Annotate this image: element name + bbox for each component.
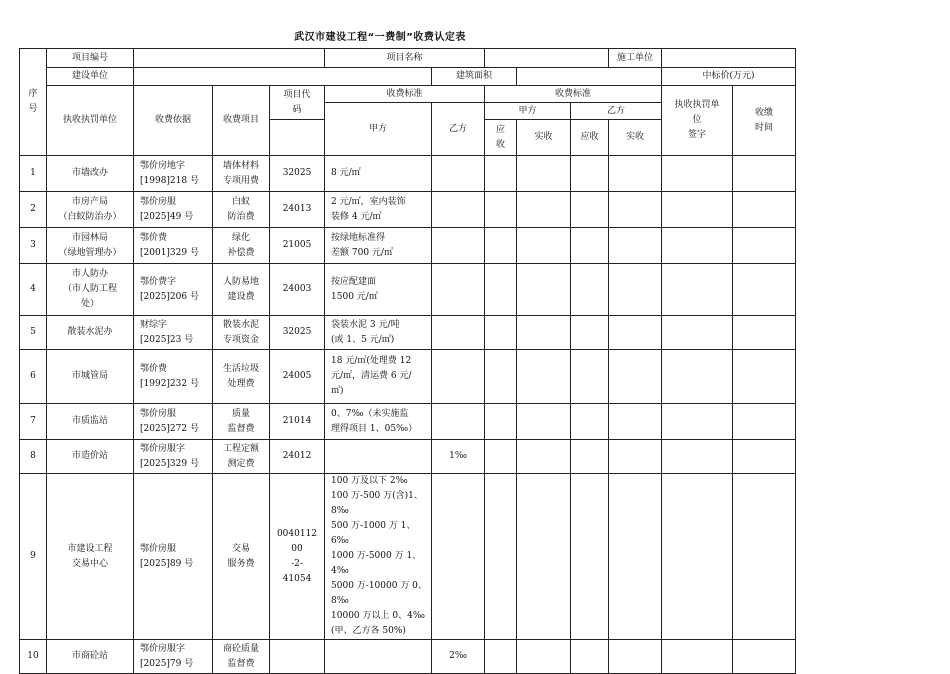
row-code: 32025 xyxy=(270,156,325,192)
row-party-b-actual-cell[interactable] xyxy=(609,228,662,264)
row-number: 5 xyxy=(20,316,47,350)
project-name-value[interactable] xyxy=(485,49,609,68)
row-standard-party-b xyxy=(432,156,485,192)
row-standard-party-a: 2 元/㎡，室内装饰 装修 4 元/㎡ xyxy=(325,192,432,228)
row-agency: 散装水泥办 xyxy=(47,316,134,350)
row-item: 工程定额 测定费 xyxy=(213,440,270,474)
row-agency: 市商砼站 xyxy=(47,640,134,674)
row-standard-party-a: 18 元/㎡(处理费 12 元/㎡，清运费 6 元/ ㎡) xyxy=(325,350,432,404)
table-row xyxy=(20,316,796,350)
row-standard-party-b xyxy=(432,264,485,316)
row-party-b-receivable-cell[interactable] xyxy=(571,316,609,350)
row-sign-cell[interactable] xyxy=(662,474,733,640)
row-sign-cell[interactable] xyxy=(662,192,733,228)
row-party-a-receivable-cell[interactable] xyxy=(485,640,517,674)
row-standard-party-b xyxy=(432,474,485,640)
row-standard-party-a xyxy=(325,640,432,674)
row-party-a-actual-cell[interactable] xyxy=(517,404,571,440)
project-name-label: 项目名称 xyxy=(325,49,485,68)
fee-rows xyxy=(20,156,796,674)
row-party-b-receivable-cell[interactable] xyxy=(571,474,609,640)
builder-label: 建设单位 xyxy=(47,68,134,86)
row-basis: 鄂价费 [2001]329 号 xyxy=(134,228,213,264)
basis-header: 收费依据 xyxy=(134,86,213,156)
row-basis: 鄂价房服字 [2025]329 号 xyxy=(134,440,213,474)
row-party-a-receivable-cell[interactable] xyxy=(485,474,517,640)
contractor-label: 施工单位 xyxy=(609,49,662,68)
row-party-a-actual-cell[interactable] xyxy=(517,264,571,316)
bid-price-label: 中标价(万元) xyxy=(662,68,796,86)
row-time-cell[interactable] xyxy=(733,404,796,440)
row-party-b-receivable-cell[interactable] xyxy=(571,192,609,228)
table-row xyxy=(20,264,796,316)
table-row xyxy=(20,228,796,264)
row-code: 21014 xyxy=(270,404,325,440)
row-party-b-actual-cell[interactable] xyxy=(609,640,662,674)
row-number: 4 xyxy=(20,264,47,316)
row-party-a-receivable-cell[interactable] xyxy=(485,316,517,350)
party-a-header: 甲方 xyxy=(325,103,432,156)
standard-header-2: 收费标准 xyxy=(485,86,662,103)
collect-party-a-header: 甲方 xyxy=(485,103,571,120)
row-item: 交易 服务费 xyxy=(213,474,270,640)
row-agency: 市人防办 （市人防工程 处） xyxy=(47,264,134,316)
row-time-cell[interactable] xyxy=(733,316,796,350)
party-b-header: 乙方 xyxy=(432,103,485,156)
item-header: 收费项目 xyxy=(213,86,270,156)
row-item: 白蚁 防治费 xyxy=(213,192,270,228)
collect-party-b-header: 乙方 xyxy=(571,103,662,120)
row-number: 9 xyxy=(20,474,47,640)
row-item: 墙体材料 专项用费 xyxy=(213,156,270,192)
row-agency: 市房产局 （白蚁防治办） xyxy=(47,192,134,228)
row-time-cell[interactable] xyxy=(733,640,796,674)
row-basis: 财综字 [2025]23 号 xyxy=(134,316,213,350)
row-party-b-receivable-cell[interactable] xyxy=(571,640,609,674)
row-party-b-receivable-cell[interactable] xyxy=(571,228,609,264)
row-party-a-actual-cell[interactable] xyxy=(517,192,571,228)
row-party-b-actual-cell[interactable] xyxy=(609,316,662,350)
row-item: 生活垃圾 处理费 xyxy=(213,350,270,404)
row-standard-party-b xyxy=(432,404,485,440)
row-number: 2 xyxy=(20,192,47,228)
table-row xyxy=(20,156,796,192)
code-header: 项目代 码 xyxy=(270,86,325,120)
row-party-a-actual-cell[interactable] xyxy=(517,640,571,674)
row-basis: 鄂价房服 [2025]272 号 xyxy=(134,404,213,440)
row-party-a-actual-cell[interactable] xyxy=(517,156,571,192)
row-party-a-actual-cell[interactable] xyxy=(517,350,571,404)
table-row xyxy=(20,350,796,404)
row-agency: 市墙改办 xyxy=(47,156,134,192)
code-header-spacer xyxy=(270,120,325,156)
row-basis: 鄂价费 [1992]232 号 xyxy=(134,350,213,404)
row-sign-cell[interactable] xyxy=(662,156,733,192)
row-item: 商砼质量 监督费 xyxy=(213,640,270,674)
row-agency: 市园林局 （绿地管理办） xyxy=(47,228,134,264)
row-code: 24005 xyxy=(270,350,325,404)
row-party-b-receivable-cell[interactable] xyxy=(571,404,609,440)
row-standard-party-a: 袋装水泥 3 元/吨 (或 1、5 元/㎡) xyxy=(325,316,432,350)
row-time-cell[interactable] xyxy=(733,228,796,264)
table-row xyxy=(20,440,796,474)
row-party-a-actual-cell[interactable] xyxy=(517,474,571,640)
row-party-a-receivable-cell[interactable] xyxy=(485,156,517,192)
sign-header: 执收执罚单 位 签字 xyxy=(662,86,733,156)
row-item: 质量 监督费 xyxy=(213,404,270,440)
row-sign-cell[interactable] xyxy=(662,316,733,350)
row-basis: 鄂价房服字 [2025]79 号 xyxy=(134,640,213,674)
time-header: 收缴 时间 xyxy=(733,86,796,156)
row-code: 0040112 00 -2- 41054 xyxy=(270,474,325,640)
row-party-b-actual-cell[interactable] xyxy=(609,440,662,474)
row-item: 绿化 补偿费 xyxy=(213,228,270,264)
row-number: 3 xyxy=(20,228,47,264)
floor-area-value[interactable] xyxy=(517,68,662,86)
page-title: 武汉市建设工程“一费制”收费认定表 xyxy=(294,32,466,43)
row-sign-cell[interactable] xyxy=(662,350,733,404)
row-standard-party-a xyxy=(325,440,432,474)
row-party-a-actual-cell[interactable] xyxy=(517,440,571,474)
row-basis: 鄂价房地字 [1998]218 号 xyxy=(134,156,213,192)
row-party-a-actual-cell[interactable] xyxy=(517,228,571,264)
row-standard-party-b xyxy=(432,350,485,404)
contractor-value[interactable] xyxy=(662,49,796,68)
table-row xyxy=(20,640,796,674)
row-sign-cell[interactable] xyxy=(662,228,733,264)
builder-value[interactable] xyxy=(134,68,432,86)
party-a-actual-header: 实收 xyxy=(517,120,571,156)
project-no-value[interactable] xyxy=(134,49,325,68)
table-row xyxy=(20,474,796,640)
row-number: 1 xyxy=(20,156,47,192)
row-code xyxy=(270,640,325,674)
row-standard-party-b: 1‰ xyxy=(432,440,485,474)
party-a-receivable-header: 应 收 xyxy=(485,120,517,156)
row-time-cell[interactable] xyxy=(733,192,796,228)
agency-header: 执收执罚单位 xyxy=(47,86,134,156)
row-standard-party-a: 按应配建面 1500 元/㎡ xyxy=(325,264,432,316)
row-sign-cell[interactable] xyxy=(662,640,733,674)
row-code: 24003 xyxy=(270,264,325,316)
project-no-label: 项目编号 xyxy=(47,49,134,68)
row-party-a-actual-cell[interactable] xyxy=(517,316,571,350)
row-party-b-receivable-cell[interactable] xyxy=(571,156,609,192)
row-number: 10 xyxy=(20,640,47,674)
row-party-b-actual-cell[interactable] xyxy=(609,404,662,440)
row-standard-party-b xyxy=(432,192,485,228)
row-agency: 市城管局 xyxy=(47,350,134,404)
row-standard-party-a: 100 万及以下 2‰ 100 万-500 万(含)1、8‰ 500 万-1000 万 1、6‰ 1000 万-5000 万 1、4‰ 5000 万-10000 万 0、8‰ 10000 万以上 0、4‰ (甲、乙方各 50%) xyxy=(325,474,432,640)
row-standard-party-a: 8 元/㎡ xyxy=(325,156,432,192)
row-agency: 市造价站 xyxy=(47,440,134,474)
row-item: 人防易地 建设费 xyxy=(213,264,270,316)
row-party-a-receivable-cell[interactable] xyxy=(485,440,517,474)
row-time-cell[interactable] xyxy=(733,264,796,316)
row-code: 24013 xyxy=(270,192,325,228)
row-agency: 市建设工程 交易中心 xyxy=(47,474,134,640)
row-standard-party-b xyxy=(432,316,485,350)
party-b-actual-header: 实收 xyxy=(609,120,662,156)
row-standard-party-a: 0、7‰（未实施监 理得项目 1、05‰） xyxy=(325,404,432,440)
row-item: 散装水泥 专项资金 xyxy=(213,316,270,350)
row-party-b-receivable-cell[interactable] xyxy=(571,440,609,474)
seq-header: 序 号 xyxy=(20,49,47,156)
row-time-cell[interactable] xyxy=(733,474,796,640)
row-party-b-actual-cell[interactable] xyxy=(609,350,662,404)
row-party-a-receivable-cell[interactable] xyxy=(485,404,517,440)
row-basis: 鄂价费字 [2025]206 号 xyxy=(134,264,213,316)
row-standard-party-b: 2‰ xyxy=(432,640,485,674)
row-party-a-receivable-cell[interactable] xyxy=(485,228,517,264)
row-party-b-actual-cell[interactable] xyxy=(609,192,662,228)
row-code: 21005 xyxy=(270,228,325,264)
fee-table xyxy=(19,48,796,674)
row-standard-party-a: 按绿地标准得 差额 700 元/㎡ xyxy=(325,228,432,264)
row-time-cell[interactable] xyxy=(733,156,796,192)
row-party-a-receivable-cell[interactable] xyxy=(485,192,517,228)
row-code: 24012 xyxy=(270,440,325,474)
row-agency: 市质监站 xyxy=(47,404,134,440)
row-party-a-receivable-cell[interactable] xyxy=(485,264,517,316)
row-sign-cell[interactable] xyxy=(662,264,733,316)
row-party-b-receivable-cell[interactable] xyxy=(571,350,609,404)
row-number: 6 xyxy=(20,350,47,404)
row-sign-cell[interactable] xyxy=(662,404,733,440)
row-party-a-receivable-cell[interactable] xyxy=(485,350,517,404)
row-standard-party-b xyxy=(432,228,485,264)
row-number: 7 xyxy=(20,404,47,440)
row-party-b-actual-cell[interactable] xyxy=(609,156,662,192)
row-code: 32025 xyxy=(270,316,325,350)
row-party-b-actual-cell[interactable] xyxy=(609,264,662,316)
row-basis: 鄂价房服 [2025]89 号 xyxy=(134,474,213,640)
row-number: 8 xyxy=(20,440,47,474)
row-party-b-actual-cell[interactable] xyxy=(609,474,662,640)
row-party-b-receivable-cell[interactable] xyxy=(571,264,609,316)
row-time-cell[interactable] xyxy=(733,440,796,474)
row-time-cell[interactable] xyxy=(733,350,796,404)
party-b-receivable-header: 应收 xyxy=(571,120,609,156)
table-row xyxy=(20,404,796,440)
floor-area-label: 建筑面积 xyxy=(432,68,517,86)
row-sign-cell[interactable] xyxy=(662,440,733,474)
row-basis: 鄂价房服 [2025]49 号 xyxy=(134,192,213,228)
table-row xyxy=(20,192,796,228)
standard-header: 收费标准 xyxy=(325,86,485,103)
